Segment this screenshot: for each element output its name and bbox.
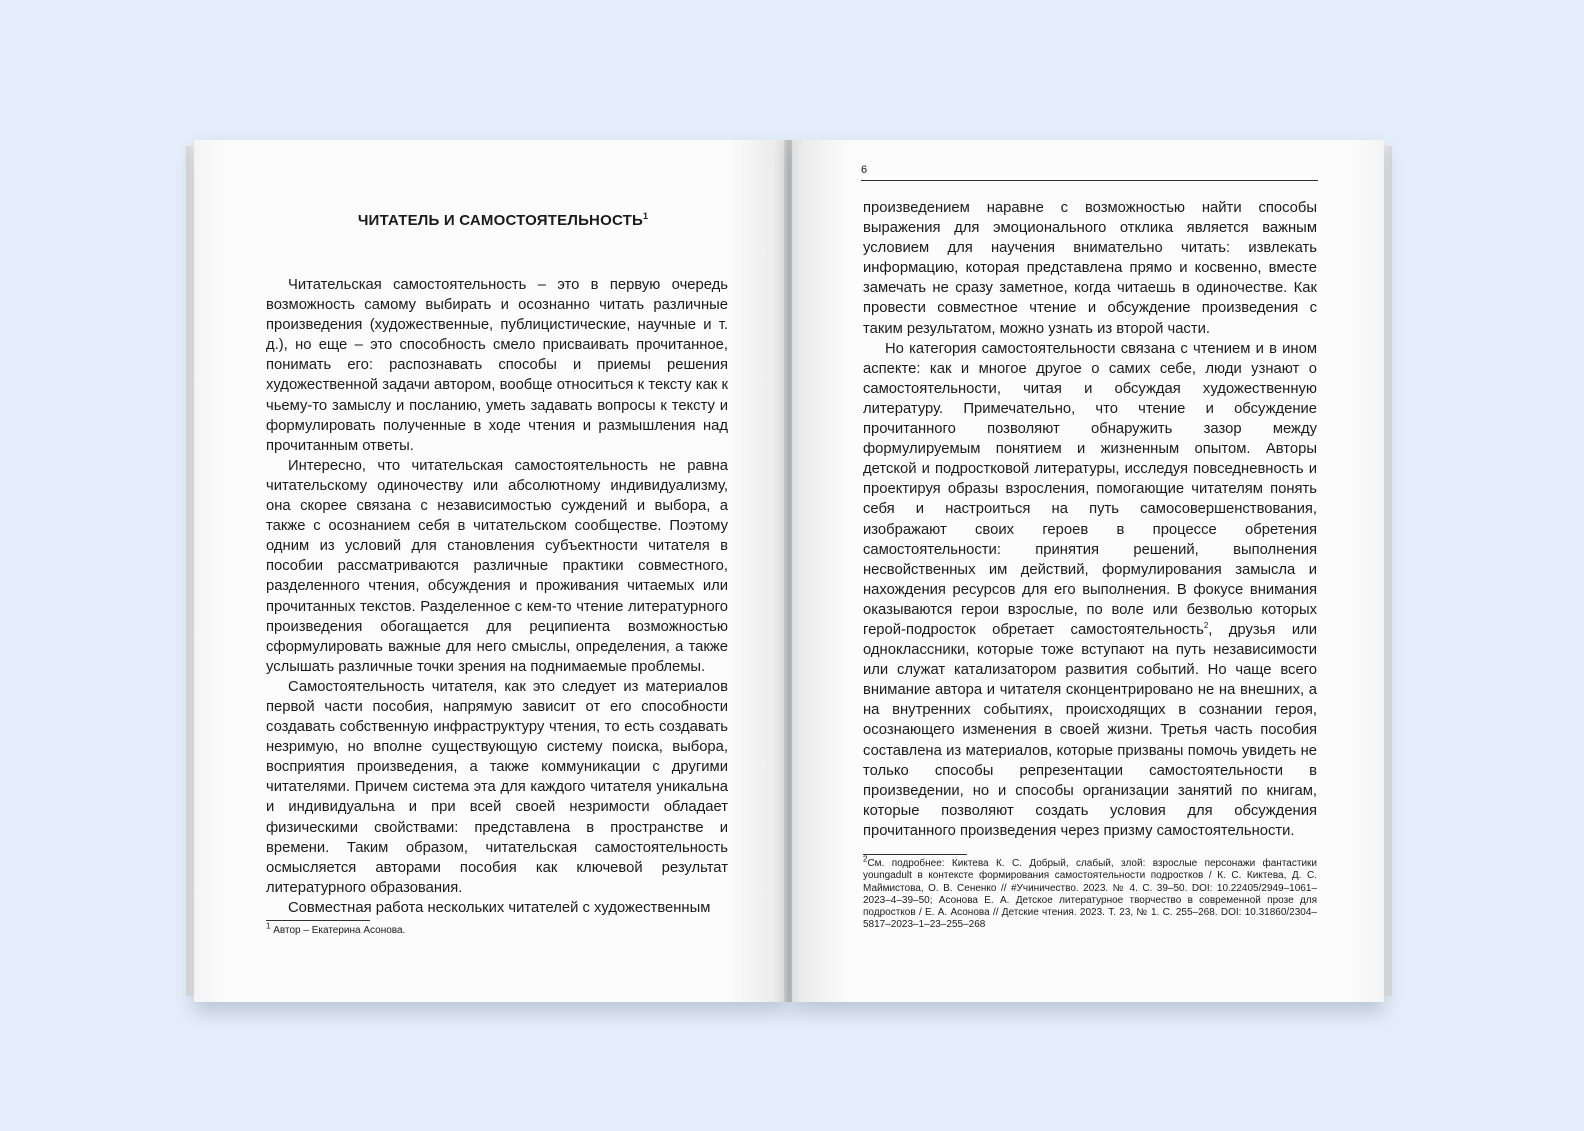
paragraph: Самостоятельность читателя, как это следует из материалов первой части пособия, напрямую зависит от его способности создавать собственную инфраструктуру чтения, то есть создавать незримую, но вполне существующую систему поиска, выбора, восприятия произведения, а также коммуникации с другими читателями. Причем система эта для каждого читателя уникальна и индивидуальна и при всей своей незримости обладает физическими свойствами: представлена в пространстве и времени. Таким образом, читательская самостоятельность осмысляется авторами пособия как ключевой результат литературного образования.: [266, 678, 728, 896]
paragraph: Читательская самостоятельность – это в первую очередь возможность самому выбирать и осознанно читать различные произведения (художественные, публицистические, научные и т. д.), но еще – это способность смело присваивать прочитанное, понимать его: распознавать способы и приемы решения художественной задачи автором, вообще относиться к тексту как к чьему-то замыслу и посланию, уметь задавать вопросы к тексту и формулировать полученные в ходе чтения и размышления над прочитанным ответы.: [266, 277, 728, 454]
footnote-text: См. подробнее: Киктева К. С. Добрый, слабый, злой: взрослые персонажи фантастики youngadult в контексте формирования самостоятельности подростков / К. С. Киктева, Д. С. Маймистова, О. В. Сененко // #Учиничество. 2023. № 4. С. 39–50. DOI: 10.22405/2949–1061–2023–4–39–50; Асонова Е. А. Детское литературное творчество в современной прозе для подростков / Е. А. Асонова // Детские чтения. 2023. Т. 23, № 1. С. 255–268. DOI: 10.31860/2304–5817–2023–1–23–255–268: [863, 858, 1317, 931]
chapter-title: [270, 212, 736, 229]
footnote-divider: [266, 920, 370, 921]
page-number: 6: [861, 164, 868, 176]
footnote-mark: 1: [266, 921, 271, 931]
paragraph: произведением наравне с возможностью найти способы выражения для эмоционального отклика является важным условием для научения внимательно читать: извлекать информацию, которая представлена прямо и косвенно, вместе замечать не сразу заметное, когда читаешь в одиночестве. Как провести совместное чтение и обсуждение произведения с таким результатом, можно узнать из второй части.: [863, 200, 1317, 337]
footnote-divider: [863, 854, 967, 855]
left-body-text: [266, 275, 728, 918]
footnote-text: Автор – Екатерина Асонова.: [273, 925, 406, 936]
paragraph: Интересно, что читательская самостоятельность не равна читательскому одиночеству или абсолютному индивидуализму, она скорее связана с независимостью суждений и выбора, а также с осознанием себя в читательском сообществе. Поэтому одним из условий для становления субъектности читателя в пособии рассматриваются различные практики совместного, разделенного чтения, обсуждения и проживания читаемых или прочитанных текстов. Разделенное с кем-то чтение литературного произведения обогащается для реципиента возможностью сформулировать важные для него смыслы, определения, а также услышать различные точки зрения на поднимаемые проблемы.: [266, 457, 728, 675]
header-rule: [861, 180, 1318, 181]
open-book: [186, 140, 1392, 1002]
right-page: [792, 140, 1384, 1002]
footnote: [863, 854, 1317, 932]
chapter-title-text: ЧИТАТЕЛЬ И САМОСТОЯТЕЛЬНОСТЬ: [357, 212, 643, 229]
paragraph: Совместная работа нескольких читателей с художественным: [288, 899, 711, 916]
paragraph: [863, 339, 1317, 841]
title-footnote-mark: 1: [642, 211, 649, 221]
paragraph-part: , друзья или одноклассники, которые тоже вступают на путь независимости или служат катализатором развития событий. Но чаще всего внимание автора и читателя сконцентрировано не на внешних, а на внутренних событиях, происходящих в сознании героя, осознающего изменения в своей жизни. Третья часть пособия составлена из материалов, которые призваны помочь увидеть не только способы репрезентации самостоятельности в произведении, но и способы организации занятий по книгам, которые позволяют создать условия для обсуждения прочитанного произведения через призму самостоятельности.: [863, 621, 1317, 839]
footnote-ref-mark: 2: [1203, 621, 1209, 631]
left-page: [194, 140, 786, 1002]
right-body-text: [863, 198, 1317, 841]
footnote: [266, 921, 728, 937]
paragraph-part: Но категория самостоятельности связана с чтением и в ином аспекте: как и многое другое о самих себе, люди узнают о самостоятельности, читая и обсуждая художественную литературу. Примечательно, что чтение и обсуждение прочитанного позволяют обнаружить зазор между формулируемым понятием и жизненным опытом. Авторы детской и подростковой литературы, исследуя повседневность и проектируя образы взросления, помогающие читателям понять себя и настроиться на путь самосовершенствования, изображают своих героев в процессе обретения самостоятельности: принятия решений, выполнения несвойственных им действий, формулирования замысла и нахождения ресурсов для его выполнения. В фокусе внимания оказываются герои взрослые, по воле или безволью которых герой-подросток обретает самостоятельность: [863, 340, 1317, 638]
footnote-mark: 2: [863, 854, 868, 864]
